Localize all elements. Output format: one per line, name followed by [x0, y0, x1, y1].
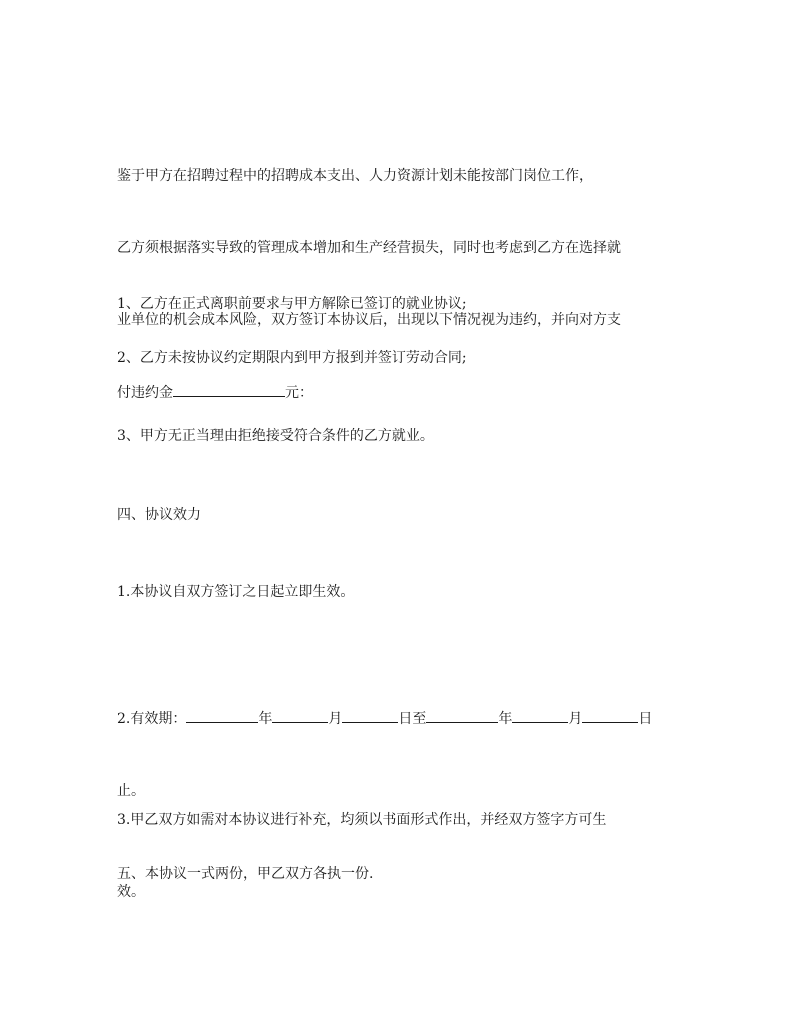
section-4-heading: 四、协议效力 — [117, 507, 201, 523]
end-day-blank — [582, 706, 638, 723]
start-day-blank — [342, 706, 398, 723]
start-month-blank — [272, 706, 328, 723]
violation-item-2: 2、乙方未按协议约定期限内到甲方报到并签订劳动合同; — [117, 350, 467, 366]
violation-item-1: 1、乙方在正式离职前要求与甲方解除已签订的就业协议; — [117, 296, 467, 312]
end-month-label: 月 — [568, 711, 583, 727]
intro-paragraph — [117, 116, 682, 453]
intro-line-2: 乙方须根据落实导致的管理成本增加和生产经营损失，同时也考虑到乙方在选择就 — [117, 240, 621, 256]
clause-2-line-2: 止。 — [117, 783, 145, 799]
validity-prefix: 2.有效期： — [117, 711, 187, 727]
clause-1: 1.本协议自双方签订之日起立即生效。 — [117, 584, 355, 600]
violation-item-3: 3、甲方无正当理由拒绝接受符合条件的乙方就业。 — [117, 428, 434, 444]
clause-3-line-1: 3.甲乙双方如需对本协议进行补充，均须以书面形式作出，并经双方签字方可生 — [117, 812, 607, 828]
intro-line-4-suffix: 元： — [285, 385, 313, 401]
end-day-label: 日 — [638, 711, 653, 727]
intro-line-3: 业单位的机会成本风险，双方签订本协议后，出现以下情况视为违约，并向对方支 — [117, 312, 621, 328]
start-day-label: 日至 — [398, 711, 427, 727]
start-year-label: 年 — [258, 711, 273, 727]
intro-line-4-prefix: 付违约金 — [117, 385, 173, 401]
start-year-blank — [186, 706, 258, 723]
intro-line-1: 鉴于甲方在招聘过程中的招聘成本支出、人力资源计划未能按部门岗位工作， — [117, 168, 593, 184]
intro-line-4 — [117, 380, 682, 405]
section-5-heading: 五、本协议一式两份，甲乙双方各执一份. — [117, 866, 374, 882]
end-year-label: 年 — [498, 711, 513, 727]
clause-3 — [117, 760, 682, 952]
clause-2-line-1 — [117, 706, 682, 731]
end-year-blank — [426, 706, 498, 723]
clause-3-line-2: 效。 — [117, 884, 145, 900]
penalty-amount-blank — [173, 380, 285, 397]
start-month-label: 月 — [328, 711, 343, 727]
end-month-blank — [512, 706, 568, 723]
